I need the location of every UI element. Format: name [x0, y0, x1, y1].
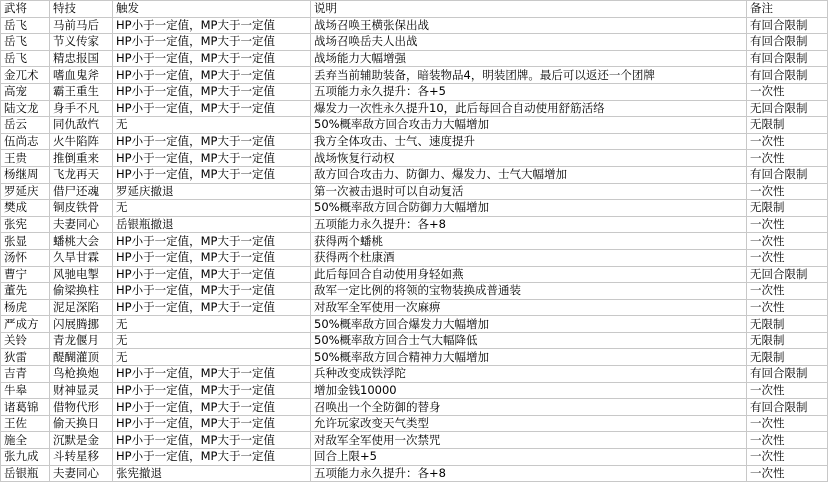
cell-description: 获得两个蟠桃 — [311, 233, 747, 250]
cell-skill: 身手不凡 — [50, 100, 113, 117]
table-row — [1, 449, 828, 466]
cell-skill: 飞龙再天 — [50, 166, 113, 183]
cell-trigger: HP小于一定值，MP大于一定值 — [113, 150, 311, 167]
cell-trigger: 无 — [113, 332, 311, 349]
cell-trigger: HP小于一定值，MP大于一定值 — [113, 133, 311, 150]
cell-description: 战场恢复行动权 — [311, 150, 747, 167]
cell-skill: 鸟枪换炮 — [50, 366, 113, 383]
cell-description: 五项能力永久提升：各+8 — [311, 216, 747, 233]
cell-general: 岳银瓶 — [1, 465, 50, 482]
cell-description: 敌军一定比例的将领的宝物装换成普通装 — [311, 283, 747, 300]
cell-general: 金兀术 — [1, 67, 50, 84]
cell-trigger: HP小于一定值，MP大于一定值 — [113, 50, 311, 67]
cell-general: 杨继周 — [1, 166, 50, 183]
cell-remark: 一次性 — [747, 382, 828, 399]
header-row — [1, 1, 828, 18]
cell-description: 兵种改变成铁浮陀 — [311, 366, 747, 383]
cell-general: 岳云 — [1, 117, 50, 134]
table-row — [1, 34, 828, 51]
cell-general: 樊成 — [1, 200, 50, 217]
cell-general: 陆文龙 — [1, 100, 50, 117]
cell-remark: 有回合限制 — [747, 399, 828, 416]
cell-remark: 无限制 — [747, 200, 828, 217]
cell-skill: 久旱甘霖 — [50, 249, 113, 266]
cell-skill: 节义传家 — [50, 34, 113, 51]
table-row — [1, 183, 828, 200]
cell-remark: 无限制 — [747, 332, 828, 349]
table-row — [1, 233, 828, 250]
cell-skill: 泥足深陷 — [50, 299, 113, 316]
cell-trigger: HP小于一定值，MP大于一定值 — [113, 67, 311, 84]
cell-description: 丢弃当前辅助装备，暗装物品4，明装团牌。最后可以返还一个团牌 — [311, 67, 747, 84]
table-row — [1, 166, 828, 183]
table-row — [1, 316, 828, 333]
table-row — [1, 216, 828, 233]
cell-general: 张九成 — [1, 449, 50, 466]
cell-trigger: HP小于一定值，MP大于一定值 — [113, 449, 311, 466]
cell-skill: 偷天换日 — [50, 415, 113, 432]
header-cell-general: 武将 — [1, 1, 50, 18]
cell-skill: 铜皮铁骨 — [50, 200, 113, 217]
cell-general: 高宠 — [1, 83, 50, 100]
table-row — [1, 332, 828, 349]
cell-trigger: HP小于一定值，MP大于一定值 — [113, 17, 311, 34]
table-row — [1, 150, 828, 167]
cell-general: 严成方 — [1, 316, 50, 333]
cell-remark: 一次性 — [747, 150, 828, 167]
header-cell-trigger: 触发 — [113, 1, 311, 18]
cell-general: 曹宁 — [1, 266, 50, 283]
table-row — [1, 366, 828, 383]
cell-general: 张宪 — [1, 216, 50, 233]
header-cell-skill: 特技 — [50, 1, 113, 18]
cell-trigger: HP小于一定值，MP大于一定值 — [113, 166, 311, 183]
cell-remark: 有回合限制 — [747, 34, 828, 51]
cell-skill: 财神显灵 — [50, 382, 113, 399]
cell-remark: 有回合限制 — [747, 366, 828, 383]
cell-description: 50%概率敌方回合攻击力大幅增加 — [311, 117, 747, 134]
table-row — [1, 200, 828, 217]
cell-general: 董先 — [1, 283, 50, 300]
cell-trigger: HP小于一定值，MP大于一定值 — [113, 249, 311, 266]
cell-trigger: 罗延庆撤退 — [113, 183, 311, 200]
cell-remark: 一次性 — [747, 133, 828, 150]
cell-description: 第一次被击退时可以自动复活 — [311, 183, 747, 200]
cell-trigger: 张宪撤退 — [113, 465, 311, 482]
cell-skill: 风驰电掣 — [50, 266, 113, 283]
table-row — [1, 299, 828, 316]
cell-trigger: HP小于一定值，MP大于一定值 — [113, 432, 311, 449]
cell-remark: 有回合限制 — [747, 67, 828, 84]
cell-skill: 醍醐灌顶 — [50, 349, 113, 366]
cell-general: 吉青 — [1, 366, 50, 383]
cell-trigger: 无 — [113, 349, 311, 366]
cell-skill: 霸王重生 — [50, 83, 113, 100]
cell-skill: 精忠报国 — [50, 50, 113, 67]
cell-description: 战场能力大幅增强 — [311, 50, 747, 67]
cell-description: 五项能力永久提升：各+8 — [311, 465, 747, 482]
cell-skill: 同仇敌忾 — [50, 117, 113, 134]
cell-description: 获得两个杜康酒 — [311, 249, 747, 266]
cell-skill: 推倒重来 — [50, 150, 113, 167]
cell-trigger: HP小于一定值，MP大于一定值 — [113, 399, 311, 416]
cell-skill: 嗜血鬼斧 — [50, 67, 113, 84]
cell-general: 关铃 — [1, 332, 50, 349]
header-cell-description: 说明 — [311, 1, 747, 18]
cell-skill: 蟠桃大会 — [50, 233, 113, 250]
table-row — [1, 266, 828, 283]
table-row — [1, 133, 828, 150]
cell-remark: 无限制 — [747, 117, 828, 134]
cell-remark: 一次性 — [747, 299, 828, 316]
cell-general: 张显 — [1, 233, 50, 250]
cell-description: 50%概率敌方回合爆发力大幅增加 — [311, 316, 747, 333]
table-row — [1, 100, 828, 117]
cell-description: 回合上限+5 — [311, 449, 747, 466]
table-row — [1, 83, 828, 100]
cell-description: 战场召唤王横张保出战 — [311, 17, 747, 34]
table-row — [1, 283, 828, 300]
table-row — [1, 249, 828, 266]
table-row — [1, 67, 828, 84]
cell-remark: 一次性 — [747, 83, 828, 100]
cell-general: 杨虎 — [1, 299, 50, 316]
cell-remark: 一次性 — [747, 216, 828, 233]
table-row — [1, 432, 828, 449]
cell-description: 此后每回合自动使用身轻如燕 — [311, 266, 747, 283]
skills-table-body — [1, 1, 828, 482]
cell-remark: 有回合限制 — [747, 50, 828, 67]
cell-remark: 一次性 — [747, 183, 828, 200]
table-row — [1, 117, 828, 134]
cell-description: 战场召唤岳夫人出战 — [311, 34, 747, 51]
table-row — [1, 17, 828, 34]
cell-general: 施全 — [1, 432, 50, 449]
cell-general: 诸葛锦 — [1, 399, 50, 416]
cell-remark: 一次性 — [747, 233, 828, 250]
cell-trigger: HP小于一定值，MP大于一定值 — [113, 283, 311, 300]
cell-skill: 斗转星移 — [50, 449, 113, 466]
cell-trigger: 无 — [113, 117, 311, 134]
cell-general: 伍尚志 — [1, 133, 50, 150]
cell-description: 50%概率敌方回合防御力大幅增加 — [311, 200, 747, 217]
cell-general: 王贵 — [1, 150, 50, 167]
cell-general: 岳飞 — [1, 50, 50, 67]
cell-remark: 无限制 — [747, 316, 828, 333]
table-row — [1, 50, 828, 67]
cell-general: 王佐 — [1, 415, 50, 432]
cell-skill: 闪展腾挪 — [50, 316, 113, 333]
cell-skill: 夫妻同心 — [50, 216, 113, 233]
cell-general: 牛皋 — [1, 382, 50, 399]
cell-trigger: HP小于一定值，MP大于一定值 — [113, 83, 311, 100]
cell-remark: 一次性 — [747, 415, 828, 432]
cell-skill: 火牛陷阵 — [50, 133, 113, 150]
cell-trigger: HP小于一定值，MP大于一定值 — [113, 233, 311, 250]
cell-skill: 沉默是金 — [50, 432, 113, 449]
cell-description: 增加金钱10000 — [311, 382, 747, 399]
cell-remark: 有回合限制 — [747, 166, 828, 183]
cell-description: 敌方回合攻击力、防御力、爆发力、士气大幅增加 — [311, 166, 747, 183]
cell-description: 50%概率敌方回合士气大幅降低 — [311, 332, 747, 349]
cell-skill: 借尸还魂 — [50, 183, 113, 200]
cell-trigger: HP小于一定值，MP大于一定值 — [113, 34, 311, 51]
cell-trigger: HP小于一定值，MP大于一定值 — [113, 382, 311, 399]
cell-remark: 一次性 — [747, 249, 828, 266]
cell-skill: 马前马后 — [50, 17, 113, 34]
cell-skill: 夫妻同心 — [50, 465, 113, 482]
cell-remark: 无回合限制 — [747, 266, 828, 283]
cell-skill: 借物代形 — [50, 399, 113, 416]
cell-description: 对敌军全军使用一次麻痹 — [311, 299, 747, 316]
cell-trigger: HP小于一定值，MP大于一定值 — [113, 415, 311, 432]
cell-trigger: HP小于一定值，MP大于一定值 — [113, 299, 311, 316]
cell-description: 允许玩家改变天气类型 — [311, 415, 747, 432]
cell-description: 爆发力一次性永久提升10，此后每回合自动使用舒筋活络 — [311, 100, 747, 117]
cell-remark: 无限制 — [747, 349, 828, 366]
cell-trigger: 无 — [113, 316, 311, 333]
cell-general: 岳飞 — [1, 17, 50, 34]
table-row — [1, 399, 828, 416]
cell-trigger: 无 — [113, 200, 311, 217]
cell-general: 汤怀 — [1, 249, 50, 266]
cell-description: 五项能力永久提升：各+5 — [311, 83, 747, 100]
cell-trigger: HP小于一定值，MP大于一定值 — [113, 266, 311, 283]
cell-trigger: 岳银瓶撤退 — [113, 216, 311, 233]
cell-skill: 青龙偃月 — [50, 332, 113, 349]
cell-remark: 一次性 — [747, 283, 828, 300]
table-row — [1, 465, 828, 482]
cell-remark: 一次性 — [747, 465, 828, 482]
cell-general: 狄雷 — [1, 349, 50, 366]
cell-trigger: HP小于一定值，MP大于一定值 — [113, 366, 311, 383]
cell-description: 召唤出一个全防御的替身 — [311, 399, 747, 416]
cell-remark: 一次性 — [747, 432, 828, 449]
cell-remark: 有回合限制 — [747, 17, 828, 34]
cell-general: 岳飞 — [1, 34, 50, 51]
cell-skill: 偷梁换柱 — [50, 283, 113, 300]
cell-description: 对敌军全军使用一次禁咒 — [311, 432, 747, 449]
cell-remark: 无回合限制 — [747, 100, 828, 117]
table-row — [1, 349, 828, 366]
cell-trigger: HP小于一定值，MP大于一定值 — [113, 100, 311, 117]
cell-description: 我方全体攻击、士气、速度提升 — [311, 133, 747, 150]
table-row — [1, 382, 828, 399]
cell-general: 罗延庆 — [1, 183, 50, 200]
header-cell-remark: 备注 — [747, 1, 828, 18]
cell-remark: 一次性 — [747, 449, 828, 466]
table-row — [1, 415, 828, 432]
cell-description: 50%概率敌方回合精神力大幅增加 — [311, 349, 747, 366]
